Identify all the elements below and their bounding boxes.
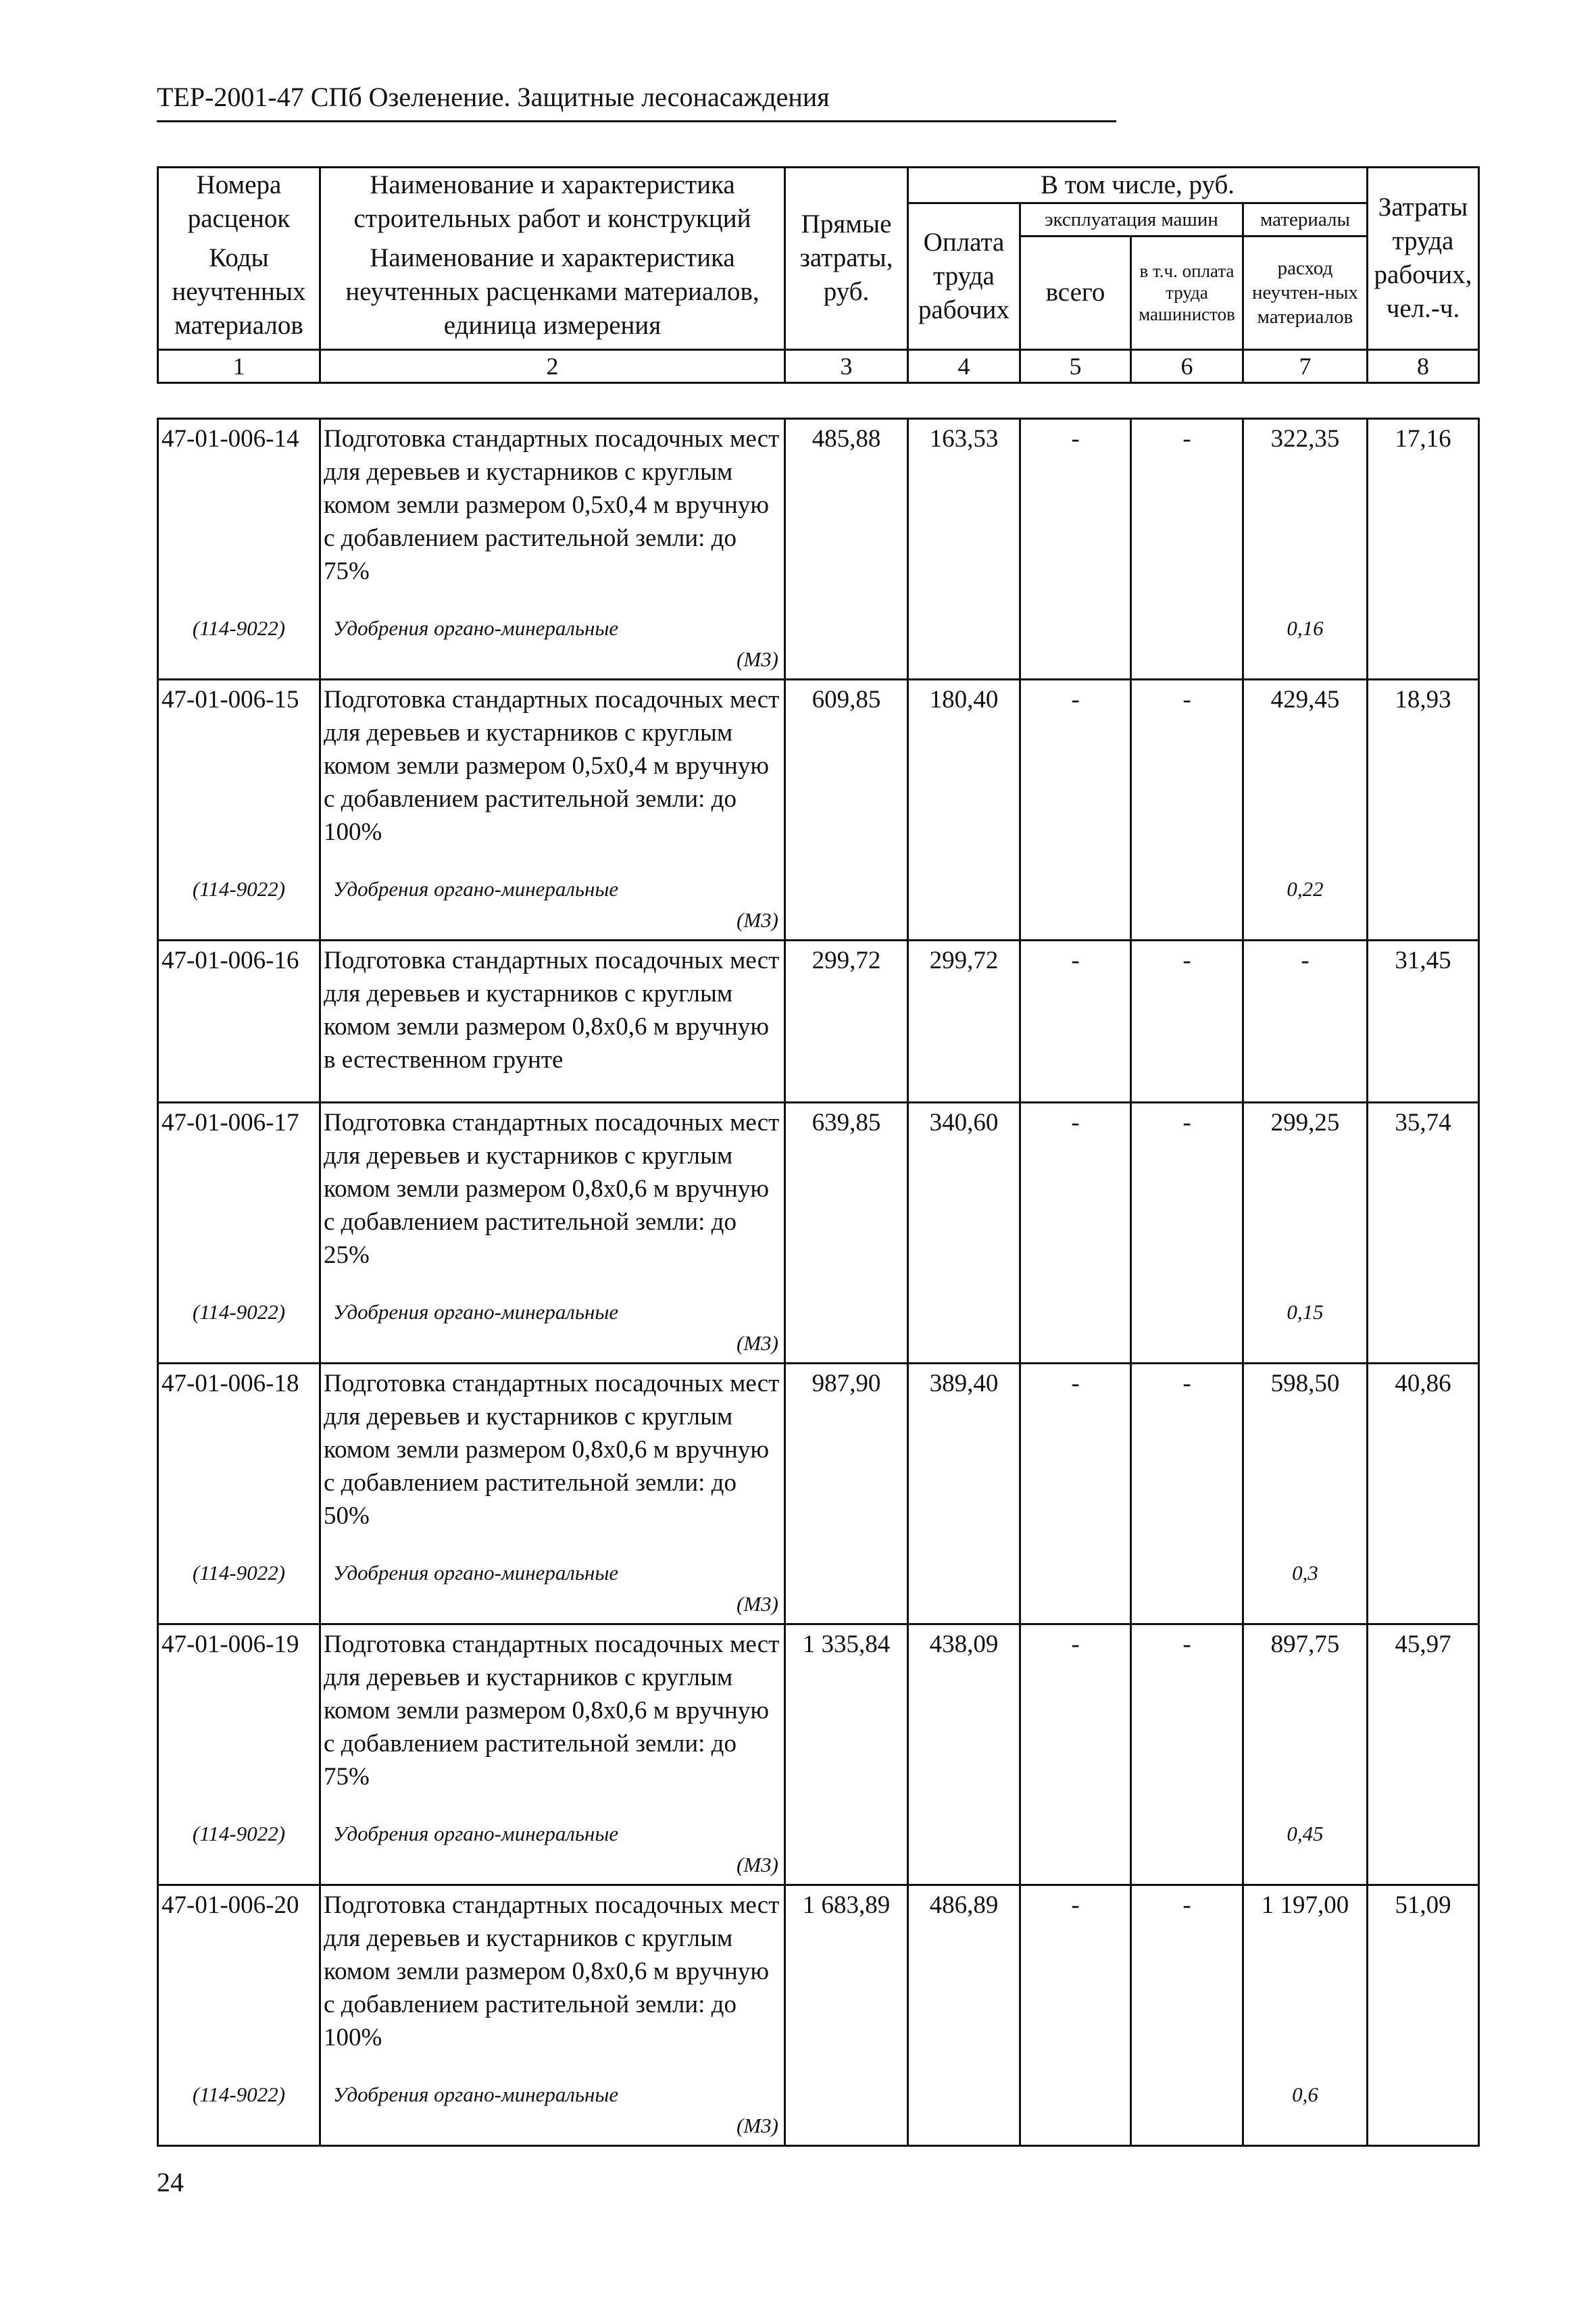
labor-hours-value: 51,09 [1368, 1885, 1479, 2146]
column-number: 1 [158, 349, 320, 382]
column-number: 2 [320, 349, 785, 382]
labor-hours-value: 17,16 [1368, 419, 1479, 680]
material-name: Удобрения органо-минеральные [333, 876, 619, 901]
rates-table-body [157, 418, 1480, 2147]
header-work-name: Наименование и характеристика строительных работ и конструкций [320, 168, 785, 237]
column-number: 5 [1020, 349, 1131, 382]
page-title: ТЕР-2001-47 СПб Озеленение. Защитные лесонасаждения [157, 80, 1116, 122]
machinist-pay-value: - [1131, 1885, 1243, 2146]
material-unit: (М3) [737, 2113, 778, 2137]
materials-value: 322,35 [1243, 419, 1368, 601]
machines-total-value: - [1020, 941, 1131, 1103]
table-row [158, 1885, 1479, 2068]
materials-value: 1 197,00 [1243, 1885, 1368, 2068]
header-unaccounted-materials: расход неучтен-ных материалов [1243, 236, 1368, 349]
direct-costs-value: 1 335,84 [785, 1624, 908, 1885]
labor-hours-value: 18,93 [1368, 680, 1479, 941]
machinist-pay-value: - [1131, 1624, 1243, 1885]
machines-total-value: - [1020, 1624, 1131, 1885]
direct-costs-value: 485,88 [785, 419, 908, 680]
machinist-pay-value: - [1131, 941, 1243, 1103]
table-row [158, 419, 1479, 601]
material-name: Удобрения органо-минеральные [333, 1821, 619, 1845]
column-number: 3 [785, 349, 908, 382]
column-number: 7 [1243, 349, 1368, 382]
table-row [158, 1103, 1479, 1285]
header-machine-operation: эксплуатация машин [1020, 203, 1243, 237]
materials-value: 897,75 [1243, 1624, 1368, 1807]
machines-total-value: - [1020, 1885, 1131, 2146]
machinist-pay-value: - [1131, 1364, 1243, 1624]
column-number: 6 [1131, 349, 1243, 382]
header-worker-pay: Оплата труда рабочих [908, 203, 1020, 350]
material-code: (114-9022) [158, 1285, 320, 1364]
machinist-pay-value: - [1131, 1103, 1243, 1364]
rate-code: 47-01-006-19 [158, 1624, 320, 1807]
direct-costs-value: 609,85 [785, 680, 908, 941]
material-consumption: 0,22 [1243, 862, 1368, 941]
material-unit: (М3) [737, 647, 778, 671]
rate-code: 47-01-006-16 [158, 941, 320, 1103]
header-machines-total: всего [1020, 236, 1131, 349]
materials-value: - [1243, 941, 1368, 1103]
worker-pay-value: 163,53 [908, 419, 1020, 680]
rate-code: 47-01-006-18 [158, 1364, 320, 1546]
machinist-pay-value: - [1131, 680, 1243, 941]
table-row [158, 1364, 1479, 1546]
material-code: (114-9022) [158, 1546, 320, 1624]
header-including-group: В том числе, руб. [908, 168, 1368, 203]
rate-name: Подготовка стандартных посадочных мест для деревьев и кустарников с круглым комом земли размером 0,8х0,6 м вручную с добавлением растительной земли: до 50% [320, 1364, 785, 1546]
direct-costs-value: 987,90 [785, 1364, 908, 1624]
table-row [158, 680, 1479, 862]
table-row [158, 941, 1479, 1103]
material-code: (114-9022) [158, 862, 320, 941]
page-number: 24 [157, 2167, 184, 2197]
header-machinist-pay: в т.ч. оплата труда машинистов [1131, 236, 1243, 349]
worker-pay-value: 180,40 [908, 680, 1020, 941]
direct-costs-value: 639,85 [785, 1103, 908, 1364]
material-unit: (М3) [737, 1852, 778, 1876]
worker-pay-value: 299,72 [908, 941, 1020, 1103]
worker-pay-value: 340,60 [908, 1103, 1020, 1364]
rate-name: Подготовка стандартных посадочных мест для деревьев и кустарников с круглым комом земли размером 0,8х0,6 м вручную с добавлением растительной земли: до 100% [320, 1885, 785, 2068]
material-consumption: 0,16 [1243, 601, 1368, 680]
materials-value: 299,25 [1243, 1103, 1368, 1285]
material-unit: (М3) [737, 1591, 778, 1616]
materials-value: 429,45 [1243, 680, 1368, 862]
header-direct-costs: Прямые затраты, руб. [785, 168, 908, 350]
rate-code: 47-01-006-17 [158, 1103, 320, 1285]
rate-code: 47-01-006-20 [158, 1885, 320, 2068]
material-code: (114-9022) [158, 601, 320, 680]
material-name: Удобрения органо-минеральные [333, 616, 619, 640]
rate-name: Подготовка стандартных посадочных мест для деревьев и кустарников с круглым комом земли размером 0,5х0,4 м вручную с добавлением растительной земли: до 100% [320, 680, 785, 862]
machines-total-value: - [1020, 1103, 1131, 1364]
table-row [158, 1624, 1479, 1807]
header-rate-numbers: Номера расценок [158, 168, 320, 237]
worker-pay-value: 486,89 [908, 1885, 1020, 2146]
material-consumption: 0,15 [1243, 1285, 1368, 1364]
materials-value: 598,50 [1243, 1364, 1368, 1546]
material-name: Удобрения органо-минеральные [333, 1299, 619, 1324]
material-name: Удобрения органо-минеральные [333, 1560, 619, 1585]
material-code: (114-9022) [158, 1807, 320, 1885]
material-unit: (М3) [737, 907, 778, 932]
rate-name: Подготовка стандартных посадочных мест для деревьев и кустарников с круглым комом земли размером 0,8х0,6 м вручную в естественном грунте [320, 941, 785, 1103]
rate-name: Подготовка стандартных посадочных мест для деревьев и кустарников с круглым комом земли размером 0,8х0,6 м вручную с добавлением растительной земли: до 25% [320, 1103, 785, 1285]
header-labor-hours: Затраты труда рабочих, чел.-ч. [1368, 168, 1479, 350]
machines-total-value: - [1020, 680, 1131, 941]
machines-total-value: - [1020, 1364, 1131, 1624]
direct-costs-value: 1 683,89 [785, 1885, 908, 2146]
worker-pay-value: 438,09 [908, 1624, 1020, 1885]
material-unit: (М3) [737, 1330, 778, 1355]
material-code: (114-9022) [158, 2068, 320, 2146]
material-consumption: 0,6 [1243, 2068, 1368, 2146]
labor-hours-value: 31,45 [1368, 941, 1479, 1103]
labor-hours-value: 45,97 [1368, 1624, 1479, 1885]
rate-code: 47-01-006-15 [158, 680, 320, 862]
labor-hours-value: 35,74 [1368, 1103, 1479, 1364]
machines-total-value: - [1020, 419, 1131, 680]
rate-code: 47-01-006-14 [158, 419, 320, 601]
rate-name: Подготовка стандартных посадочных мест для деревьев и кустарников с круглым комом земли размером 0,8х0,6 м вручную с добавлением растительной земли: до 75% [320, 1624, 785, 1807]
header-materials: материалы [1243, 203, 1368, 237]
material-name: Удобрения органо-минеральные [333, 2082, 619, 2106]
header-material-names: Наименование и характеристика неучтенных расценками материалов, единица измерения [320, 236, 785, 349]
material-consumption: 0,45 [1243, 1807, 1368, 1885]
worker-pay-value: 389,40 [908, 1364, 1020, 1624]
rate-name: Подготовка стандартных посадочных мест для деревьев и кустарников с круглым комом земли размером 0,5х0,4 м вручную с добавлением растительной земли: до 75% [320, 419, 785, 601]
direct-costs-value: 299,72 [785, 941, 908, 1103]
labor-hours-value: 40,86 [1368, 1364, 1479, 1624]
rates-table-header [157, 166, 1480, 384]
column-number: 8 [1368, 349, 1479, 382]
column-number: 4 [908, 349, 1020, 382]
material-consumption: 0,3 [1243, 1546, 1368, 1624]
header-material-codes: Коды неучтенных материалов [158, 236, 320, 349]
machinist-pay-value: - [1131, 419, 1243, 680]
